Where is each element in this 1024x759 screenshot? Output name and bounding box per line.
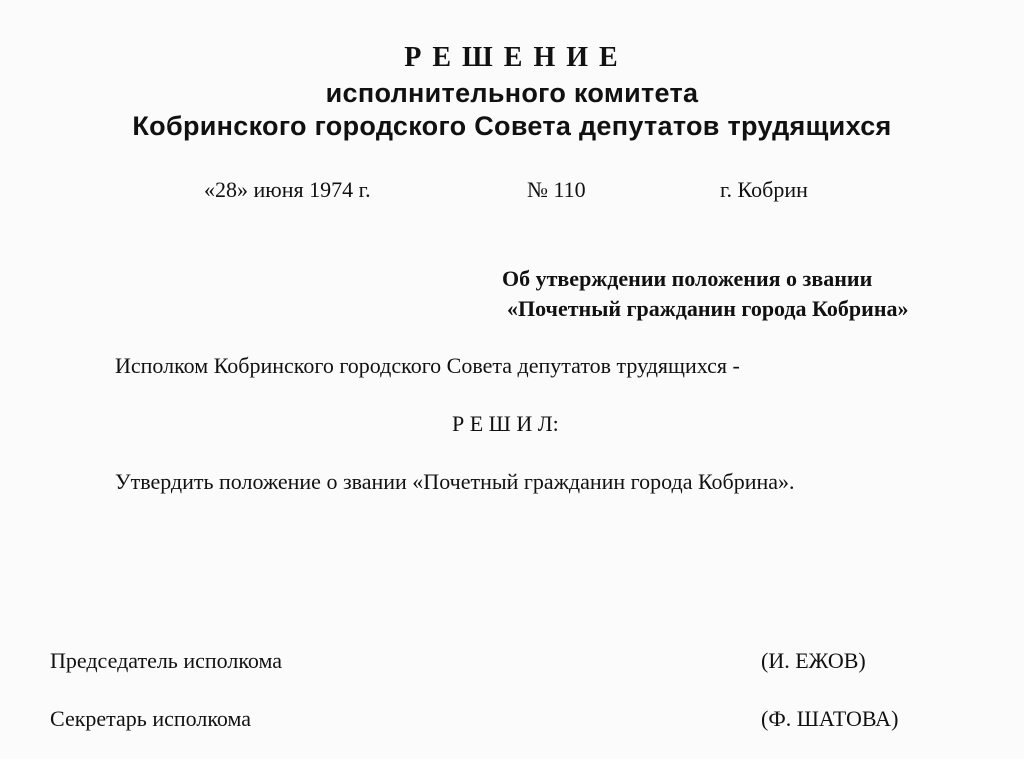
signature-role-chairman: Председатель исполкома bbox=[50, 648, 283, 673]
intro-paragraph: Исполком Кобринского городского Совета депутатов трудящихся - bbox=[115, 353, 740, 378]
document-title: Р Е Ш Е Н И Е bbox=[404, 42, 620, 73]
subject-line-2: «Почетный гражданин города Кобрина» bbox=[507, 296, 909, 321]
resolved-heading: Р Е Ш И Л: bbox=[452, 411, 559, 436]
document-date: «28» июня 1974 г. bbox=[204, 177, 371, 202]
decision-paragraph: Утвердить положение о звании «Почетный гражданин города Кобрина». bbox=[115, 469, 795, 494]
issuer-line-2: Кобринского городского Совета депутатов трудящихся bbox=[132, 111, 892, 141]
signature-name-secretary: (Ф. ШАТОВА) bbox=[761, 706, 899, 731]
signature-role-secretary: Секретарь исполкома bbox=[50, 706, 252, 731]
document-place: г. Кобрин bbox=[720, 177, 808, 202]
document-number: № 110 bbox=[527, 177, 586, 202]
subject-line-1: Об утверждении положения о звании bbox=[502, 266, 873, 291]
signature-name-chairman: (И. ЕЖОВ) bbox=[761, 648, 866, 673]
issuer-line-1: исполнительного комитета bbox=[325, 78, 699, 108]
